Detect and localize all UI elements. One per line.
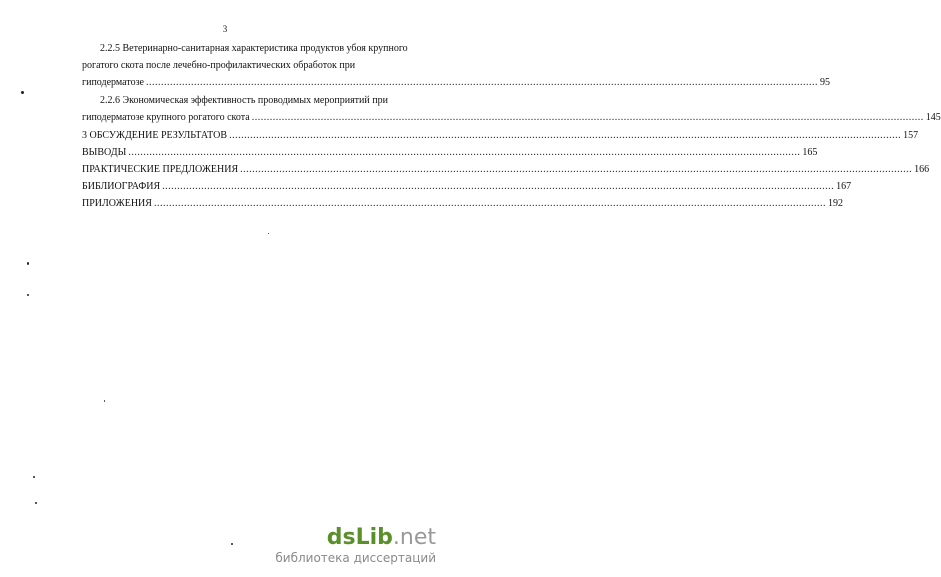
toc-page-number: 145 [925,112,941,123]
page-number: 3 [222,24,228,34]
dot-leader [162,178,834,195]
scan-speck [35,502,37,504]
toc-item-discussion [82,127,919,144]
toc-entry-line [82,57,407,74]
toc-entry-line [82,109,941,126]
toc-item-label: ВЫВОДЫ [82,147,127,158]
toc-page-number: 166 [914,164,930,175]
toc-entry-text: 2.2.5 Ветеринарно-санитарная характеристика продуктов убоя крупного [100,43,408,54]
toc-item-label: БИБЛИОГРАФИЯ [82,181,161,192]
toc-entry-2-2-6 [82,92,941,126]
watermark-logo-tld: .net [392,525,436,550]
toc-page-number: 165 [802,147,818,158]
toc-item-label: 3 ОБСУЖДЕНИЕ РЕЗУЛЬТАТОВ [82,130,228,141]
scan-speck [27,294,29,296]
toc-item-practical-proposals [82,161,930,178]
toc-page-number: 95 [819,77,830,88]
scan-speck [33,476,35,478]
scan-speck [27,262,29,265]
toc-entry-line [82,40,407,57]
dot-leader [240,161,912,178]
toc-item-label: ПРАКТИЧЕСКИЕ ПРЕДЛОЖЕНИЯ [82,164,239,175]
toc-entry-text: рогатого скота после лечебно-профилактических обработок при [82,60,356,71]
watermark-logo [275,527,436,549]
toc-entry-line [82,92,407,109]
toc-item-bibliography [82,178,852,195]
toc-entry-text: 2.2.6 Экономическая эффективность проводимых мероприятий при [100,95,388,106]
watermark-logo-main: dsLib [326,525,393,550]
scan-speck [268,233,269,234]
toc-page-number: 167 [836,181,852,192]
watermark [275,527,436,565]
toc-item-appendices [82,195,843,212]
scan-speck [21,91,24,94]
toc-entry-text: гиподерматозе крупного рогатого скота [82,112,250,123]
dot-leader [154,195,826,212]
table-of-contents [82,40,941,212]
toc-entry-text: гиподерматозе [82,77,144,88]
toc-entry-line [82,74,830,91]
toc-page-number: 192 [827,198,843,209]
toc-item-conclusions [82,144,818,161]
toc-entry-2-2-5 [82,40,830,91]
toc-page-number: 157 [903,130,919,141]
watermark-subtitle: библиотека диссертаций [275,551,436,565]
scan-speck [231,543,233,545]
dot-leader [128,144,800,161]
scan-speck [104,400,105,402]
toc-item-label: ПРИЛОЖЕНИЯ [82,198,152,209]
dot-leader [229,127,901,144]
dot-leader [252,109,924,126]
dot-leader [146,74,818,91]
